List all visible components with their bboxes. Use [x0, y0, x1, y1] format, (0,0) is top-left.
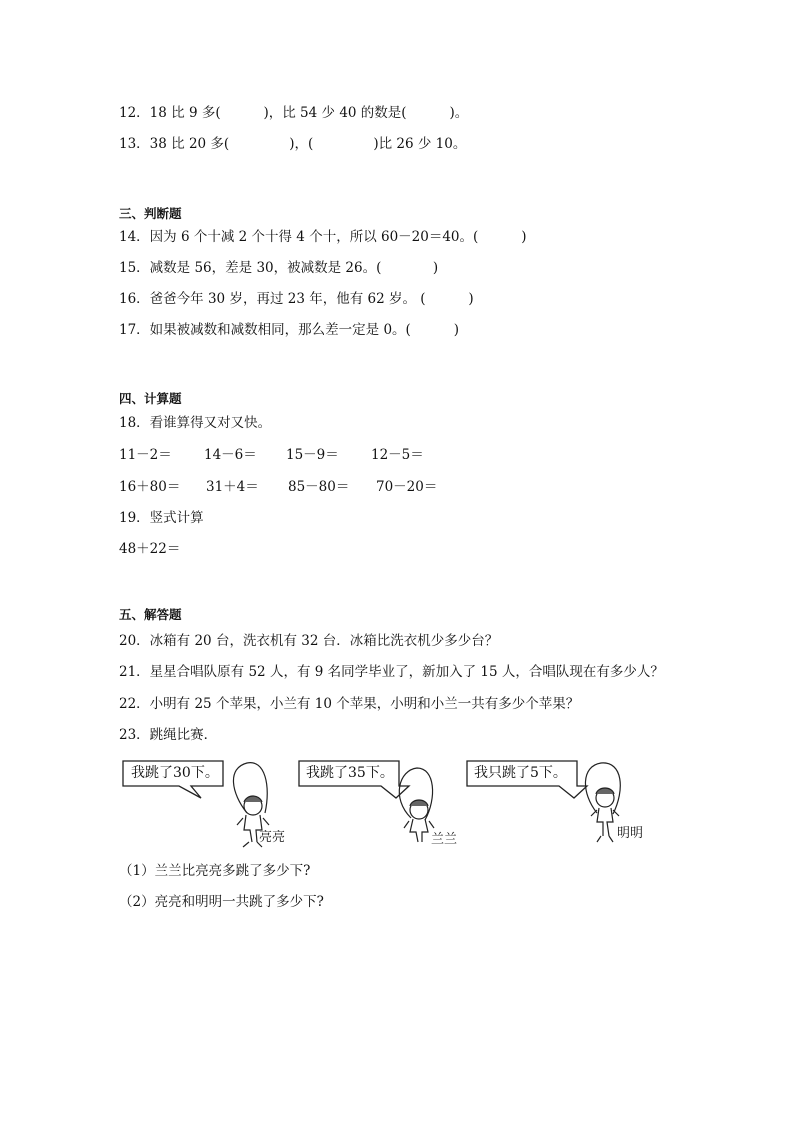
calc-item: 15－9＝	[286, 447, 339, 463]
question-14: 14．因为 6 个十减 2 个十得 4 个十，所以 60－20＝40。( )	[119, 229, 527, 245]
question-17: 17．如果被减数和减数相同，那么差一定是 0。( )	[119, 322, 460, 338]
section-heading-calc: 四、计算题	[119, 391, 182, 406]
question-23: 23．跳绳比赛．	[119, 727, 218, 743]
calc-item: 70－20＝	[376, 479, 438, 495]
question-23-sub-2: （2）亮亮和明明一共跳了多少下?	[119, 894, 324, 910]
calc-item: 16＋80＝	[119, 479, 181, 495]
bubble-text-liangliang: 我跳了30下。	[131, 765, 219, 781]
question-19-expression: 48＋22＝	[119, 541, 181, 557]
question-19: 19．竖式计算	[119, 510, 204, 526]
question-16: 16．爸爸今年 30 岁，再过 23 年，他有 62 岁。 ( )	[119, 291, 474, 307]
kid-lanlan	[399, 768, 434, 842]
kid-mingming	[585, 763, 620, 842]
question-15: 15．减数是 56，差是 30，被减数是 26。( )	[119, 260, 439, 276]
section-heading-answer: 五、解答题	[119, 607, 182, 622]
question-20: 20．冰箱有 20 台，洗衣机有 32 台．冰箱比洗衣机少多少台？	[119, 633, 499, 649]
calc-item: 31＋4＝	[206, 479, 259, 495]
kid-name-liangliang: 亮亮	[259, 830, 286, 845]
question-12: 12．18 比 9 多( )，比 54 少 40 的数是( )。	[119, 105, 469, 121]
section-heading-judge: 三、判断题	[119, 206, 182, 221]
jump-rope-illustration	[119, 758, 649, 854]
question-21: 21．星星合唱队原有 52 人，有 9 名同学毕业了，新加入了 15 人，合唱队现在有多少人？	[119, 664, 664, 680]
calc-item: 11－2＝	[119, 447, 172, 463]
bubble-text-lanlan: 我跳了35下。	[306, 765, 394, 781]
question-18: 18．看谁算得又对又快。	[119, 415, 272, 431]
kid-name-mingming: 明明	[617, 826, 644, 841]
calc-item: 14－6＝	[204, 447, 257, 463]
calc-item: 85－80＝	[288, 479, 350, 495]
bubble-text-mingming: 我只跳了5下。	[474, 765, 567, 781]
question-23-sub-1: （1）兰兰比亮亮多跳了多少下?	[119, 863, 311, 879]
calc-item: 12－5＝	[371, 447, 424, 463]
question-13: 13．38 比 20 多( )，( )比 26 少 10。	[119, 136, 467, 152]
kid-name-lanlan: 兰兰	[431, 832, 458, 847]
question-22: 22．小明有 25 个苹果，小兰有 10 个苹果，小明和小兰一共有多少个苹果？	[119, 696, 580, 712]
